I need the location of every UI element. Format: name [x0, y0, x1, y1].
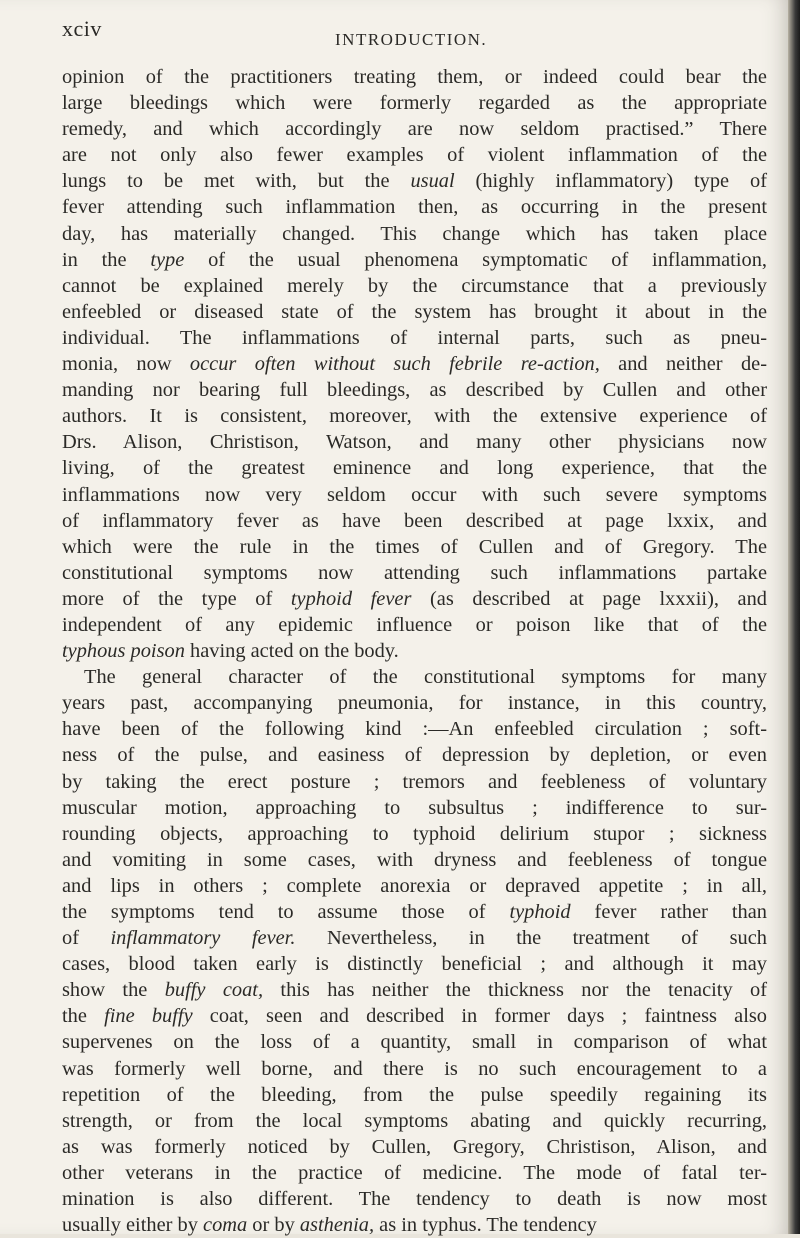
text-run: cases, blood taken early is distinctly beneficial ; and although it may [62, 953, 767, 976]
text-run: mination is also different. The tendency to death is now most [62, 1188, 767, 1211]
text-line [62, 769, 767, 795]
text-line [62, 64, 767, 90]
text-line [62, 1212, 767, 1238]
text-line [62, 455, 767, 481]
text-run: have been of the following kind :—An enfeebled circulation ; soft- [62, 718, 767, 741]
text-line [62, 690, 767, 716]
text-run: living, of the greatest eminence and long experience, that the [62, 457, 767, 480]
text-run: large bleedings which were formerly regarded as the appropriate [62, 92, 767, 115]
text-line [62, 925, 767, 951]
text-line [62, 299, 767, 325]
text-run: having acted on the body. [184, 640, 399, 663]
text-run: or by [247, 1214, 300, 1237]
text-run: monia, now [62, 353, 190, 376]
text-line [62, 1134, 767, 1160]
text-line [62, 351, 767, 377]
text-line [62, 951, 767, 977]
text-run: independent of any epidemic influence or poison like that of the [62, 613, 767, 636]
text-run: years past, accompanying pneumonia, for instance, in this country, [62, 692, 767, 715]
text-run: type [150, 248, 185, 271]
binding-edge [788, 0, 800, 1234]
text-line [62, 168, 767, 194]
text-line [62, 873, 767, 899]
text-line [62, 116, 767, 142]
text-line [62, 1003, 767, 1029]
text-line [62, 90, 767, 116]
text-run: Nevertheless, in the treatment of such [295, 927, 767, 950]
text-run: typhoid [509, 901, 571, 923]
text-run: of [62, 927, 111, 950]
text-run: individual. The inflammations of internal parts, such as pneu- [62, 326, 767, 349]
text-run: more of the type of [62, 587, 291, 610]
text-run: of the usual phenomena symptomatic of inflammation, [184, 248, 768, 271]
text-run: lungs to be met with, but the [62, 170, 411, 193]
text-run: authors. It is consistent, moreover, with the extensive experience of [62, 405, 767, 428]
text-line [62, 403, 767, 429]
text-line [62, 1108, 767, 1134]
text-run: manding nor bearing full bleedings, as described by Cullen and other [62, 379, 767, 402]
text-run: and lips in others ; complete anorexia or depraved appetite ; in all, [62, 874, 767, 897]
running-head [62, 16, 762, 49]
text-run: other veterans in the practice of medicine. The mode of fatal ter- [62, 1161, 767, 1184]
text-run: usually either by [62, 1214, 204, 1237]
text-run: inflammations now very seldom occur with such severe symptoms [62, 483, 767, 506]
text-run: fever attending such inflammation then, as occurring in the present [62, 196, 767, 219]
text-run: day, has materially changed. This change which has taken place [62, 222, 767, 245]
text-line [62, 795, 767, 821]
text-run: by taking the erect posture ; tremors and feebleness of voluntary [62, 770, 767, 793]
text-run: which were the rule in the times of Cullen and of Gregory. The [62, 535, 767, 558]
text-run: rounding objects, approaching to typhoid delirium stupor ; sickness [62, 822, 767, 845]
text-run: inflammatory fever. [110, 927, 296, 950]
text-line [62, 1056, 767, 1082]
text-run: (highly inflammatory) type of [454, 170, 767, 193]
text-line [62, 847, 767, 873]
text-run: repetition of the bleeding, from the pulse speedily regaining its [62, 1083, 767, 1106]
text-line [62, 977, 767, 1003]
text-line [62, 508, 767, 534]
running-head-title: INTRODUCTION. [335, 30, 488, 49]
text-run: The general character of the constitutional symptoms for many [84, 666, 767, 689]
text-line [62, 1160, 767, 1186]
text-run: Drs. Alison, Christison, Watson, and many other physicians now [62, 431, 767, 454]
text-run: cannot be explained merely by the circumstance that a previously [62, 274, 767, 297]
text-run: the [62, 1005, 105, 1028]
text-line [62, 821, 767, 847]
text-line [62, 716, 767, 742]
text-line [62, 221, 767, 247]
text-run: and neither de- [599, 353, 767, 376]
text-run: coma [203, 1214, 248, 1237]
text-line [62, 194, 767, 220]
text-run: as in typhus. The tendency [374, 1214, 597, 1237]
text-line [62, 586, 767, 612]
text-run: was formerly well borne, and there is no such encouragement to a [62, 1057, 767, 1080]
text-line [62, 1082, 767, 1108]
text-line [62, 638, 767, 664]
text-line [62, 534, 767, 560]
text-run: as was formerly noticed by Cullen, Gregory, Christison, Alison, and [62, 1135, 767, 1158]
text-line [62, 742, 767, 768]
text-line [62, 142, 767, 168]
text-run: typhous poison [62, 640, 185, 663]
text-run: ness of the pulse, and easiness of depression by depletion, or even [62, 744, 767, 767]
text-run: in the [62, 248, 151, 271]
text-line [62, 612, 767, 638]
text-line [62, 325, 767, 351]
text-run: (as described at page lxxxii), and [411, 587, 767, 610]
text-line [62, 247, 767, 273]
text-run: and vomiting in some cases, with dryness and feebleness of tongue [62, 848, 767, 871]
text-run: typhoid fever [290, 587, 412, 610]
text-line [62, 273, 767, 299]
text-line [62, 1186, 767, 1212]
body-text [62, 64, 767, 1238]
text-run: enfeebled or diseased state of the system has brought it about in the [62, 300, 767, 323]
text-run: fever rather than [570, 901, 767, 923]
text-run: usual [410, 170, 455, 193]
text-run: supervenes on the loss of a quantity, small in comparison of what [62, 1031, 767, 1054]
text-run: opinion of the practitioners treating them, or indeed could bear the [62, 66, 767, 88]
text-run: this has neither the thickness nor the tenacity of [263, 979, 767, 1002]
text-run: show the [62, 979, 165, 1002]
text-line [62, 1029, 767, 1055]
text-run: are not only also fewer examples of violent inflammation of the [62, 144, 767, 167]
text-run: of inflammatory fever as have been described at page lxxix, and [62, 509, 767, 532]
text-run: buffy coat, [164, 979, 264, 1002]
text-line [62, 560, 767, 586]
text-run: remedy, and which accordingly are now seldom practised.” There [62, 118, 767, 141]
text-run: strength, or from the local symptoms abating and quickly recurring, [62, 1109, 767, 1132]
text-line [62, 899, 767, 925]
text-run: asthenia, [299, 1214, 375, 1237]
text-run: muscular motion, approaching to subsultus ; indifference to sur- [62, 796, 767, 819]
text-run: coat, seen and described in former days ; faintness also [192, 1005, 767, 1028]
text-run: the symptoms tend to assume those of [62, 901, 510, 923]
page-number: xciv [62, 16, 102, 41]
text-line [62, 377, 767, 403]
text-line [62, 664, 767, 690]
text-line [62, 429, 767, 455]
text-run: occur often without such febrile re-action, [189, 353, 600, 376]
text-line [62, 482, 767, 508]
text-run: fine buffy [104, 1005, 193, 1028]
text-run: constitutional symptoms now attending such inflammations partake [62, 561, 767, 584]
